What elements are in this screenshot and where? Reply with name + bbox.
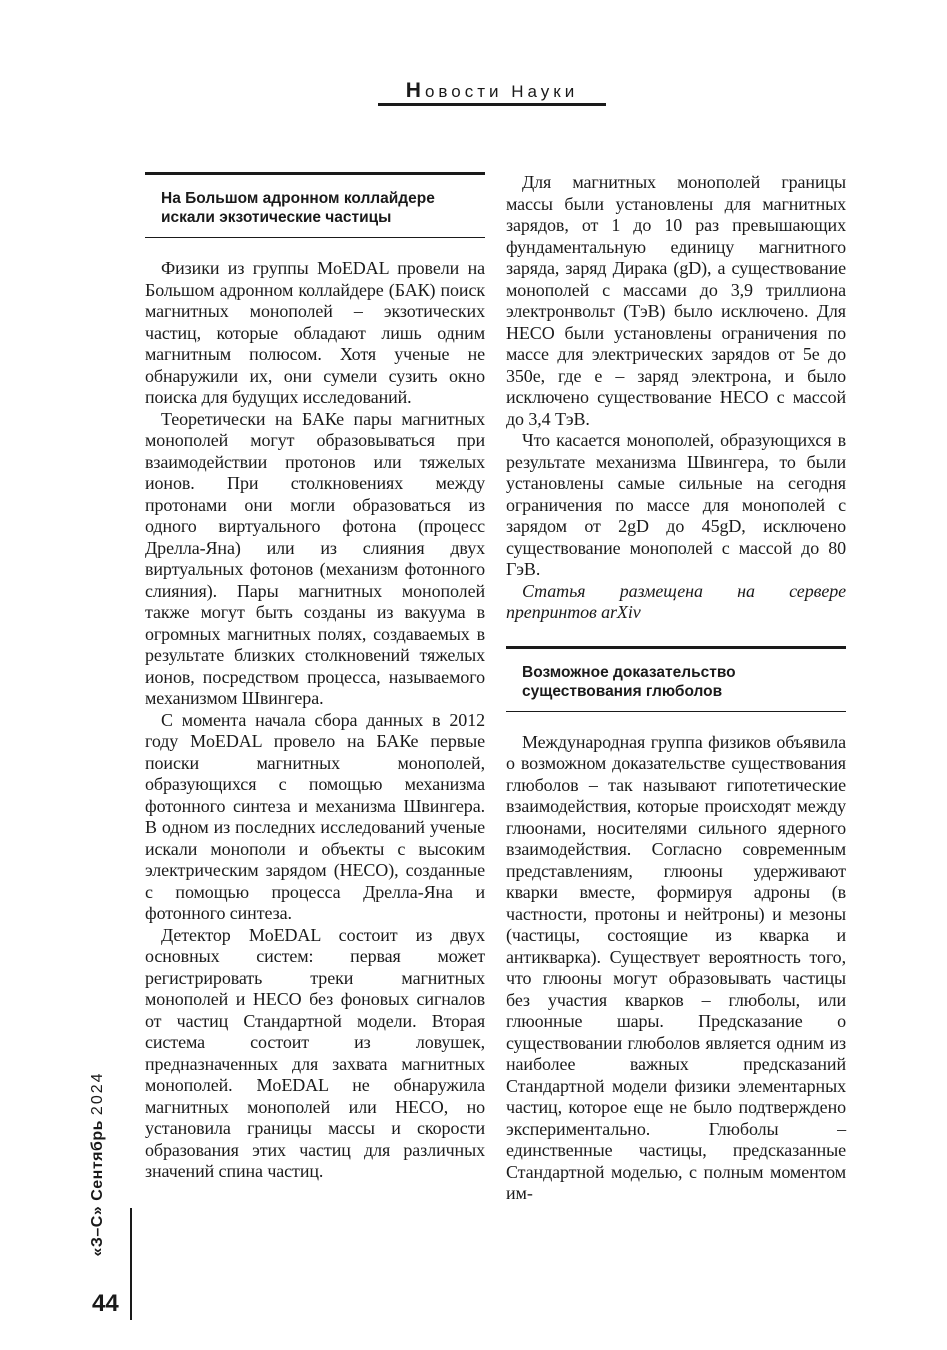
article2-title-line: Возможное доказательство [522,663,736,681]
issue-month: Сентябрь [89,1119,106,1201]
article1-source-note: Статья размещена на сервере препринтов arXiv [506,580,846,622]
article2-paragraph: Международная группа физиков объявила о возможном доказательстве существования глюболов – так называют гипотетические взаимодействия, которые происходят между глюонами, носителями сильного ядерного взаимодействия. Согласно современным представлениям, глюоны удерживают кварки вместе, формируя адроны (в частности, протоны и нейтроны) и мезоны (частицы, состоящие из кварка и антикварка). Существует вероятность того, что глюоны могут образовывать частицы без участия кварков – глюболы, или глюонные шары. Предсказание о существовании глюболов является одним из наиболее важных предсказаний Стандартной модели физики элементарных частиц, которое еще не было подтверждено экспериментально. Глюболы – единственные частицы, предсказанные Стандартной моделью, с полным моментом им- [506,731,846,1203]
article1-paragraph: Детектор MoEDAL состоит из двух основных систем: первая может регистрировать треки магнитных монополей и HECO без фоновых сигналов от частиц Стандартной модели. Вторая система состоит из ловушек, предназначенных для захвата магнитных монополей. MoEDAL не обнаружила магнитных монополей или HECO, но установила границы массы и скорости образования этих частиц для различных значений спина частиц. [145,924,485,1181]
article2-heading [506,646,846,712]
page-rule [130,1208,132,1320]
article1-title-line: искали экзотические частицы [161,209,392,226]
header-rule [378,103,606,106]
article1-paragraph: Для магнитных монополей границы массы были установлены для магнитных зарядов, от 1 до 10 раз превышающих фундаментальную единицу магнитного заряда, заряд Дирака (gD), а существование монополей с массами до 3,9 триллиона электронвольт (ТэВ) было исключено. Для HECO были установлены ограничения по массе для электрических зарядов от 5e до 350e, где e – заряд электрона, и было исключено существование HECO с массой до 3,4 ТэВ. [506,172,846,429]
section-header [378,80,606,104]
section-title: Новости Науки [405,79,579,102]
page-number: 44 [92,1290,119,1317]
article1-paragraph: С момента начала сбора данных в 2012 году MoEDAL провело на БАКе первые поиски магнитных монополей, образующихся с помощью механизма фотонного синтеза и механизма Швингера. В одном из последних исследований ученые искали монополи и объекты с высоким электрическим зарядом (HECO), созданные с помощью процесса Дрелла-Яна и фотонного синтеза. [145,709,485,923]
article1-title-line: На Большом адронном коллайдере [161,190,435,207]
right-column [506,172,846,1205]
article1-paragraph: Что касается монополей, образующихся в результате механизма Швингера, то были установлены самые сильные на сегодня ограничения по массе для монополей с зарядом от 2gD до 45gD, исключено существование монополей с массой до 80 ГэВ. [506,430,846,579]
article1-paragraph: Теоретически на БАКе пары магнитных монополей могут образовываться при взаимодействии протонов или тяжелых ионов. При столкновениях между протонами они могли образоваться из одного виртуального фотона (процесс Дрелла-Яна) или из слияния двух виртуальных фотонов (механизм фотонного слияния). Пары магнитных монополей также могут быть созданы из вакуума в огромных магнитных полях, создаваемых в результате близких столкновений тяжелых ионов, посредством процесса, называемого механизмом Швингера. [145,408,485,708]
magazine-name: «З–С» [89,1205,106,1257]
article1-heading [145,172,485,238]
left-column [145,172,485,1183]
article2-title-line: существования глюболов [522,682,723,700]
article1-paragraph: Физики из группы MoEDAL провели на Большом адронном коллайдере (БАК) поиск магнитных монополей – экзотических частиц, которые обладают лишь одним магнитным полюсом. Хотя ученые не обнаружили их, они сумели сузить окно поиска для будущих исследований. [145,258,485,407]
issue-year: 2024 [89,1070,106,1115]
magazine-footer [86,1046,110,1281]
footer-text [89,1071,107,1256]
